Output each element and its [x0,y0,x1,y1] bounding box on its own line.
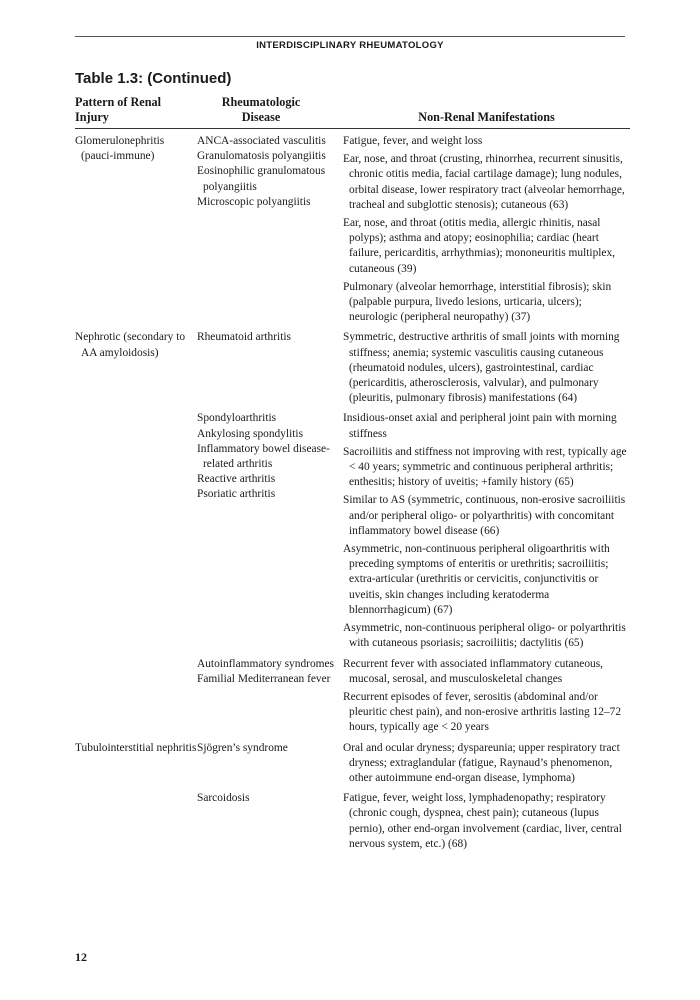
disease-cell [197,330,343,409]
table-row [75,791,630,855]
pattern-text: Nephrotic (secondary to AA amyloidosis) [75,331,186,359]
manifestations-text: Recurrent fever with associated inflammatory cutaneous, mucosal, serosal, and musculoskeletal changes [343,657,603,685]
disease-text: Familial Mediterranean fever [197,672,331,685]
pattern-text: Tubulointerstitial nephritis [75,741,197,754]
manifestations-text: Fatigue, fever, weight loss, lymphadenopathy; respiratory (chronic cough, dyspnea, chest pain); cutaneous (lupus pernio), other end-organ involvement (cardiac, liver, central nervous system, etc.) (68) [343,792,622,850]
table-header [75,95,630,125]
page-number: 12 [75,950,87,964]
disease-text: Rheumatoid arthritis [197,331,291,344]
table-row [75,741,630,790]
disease-text: Ankylosing spondylitis [197,427,304,440]
header-manifestations: Non-Renal Manifestations [418,110,555,124]
disease-cell [197,411,343,654]
manifestations-cell [343,791,630,855]
manifestations-cell [343,330,630,409]
disease-text: Inflammatory bowel disease-related arthritis [197,442,330,471]
manifestations-text: Asymmetric, non-continuous peripheral oligoarthritis with preceding symptoms of enteritis or urethritis; sacroiliitis; extra-articular (urethritis or cervicitis, conjunctivitis or uveitis, skin changes including keratoderma blennorrhagicum) (67) [343,543,610,616]
table-body [75,134,630,855]
pattern-cell [75,134,197,328]
table-row [75,657,630,739]
table-row [75,411,630,654]
table-title: Table 1.3: (Continued) [75,70,232,87]
pattern-cell [75,741,197,790]
pattern-cell [75,411,197,654]
manifestations-text: Ear, nose, and throat (otitis media, allergic rhinitis, nasal polyps); asthma and atopy; eosinophilia; cardiac (heart failure, pericarditis, arrhythmias); mononeuritis multiplex, cutaneous (39) [343,217,616,275]
manifestations-text: Similar to AS (symmetric, continuous, non-erosive sacroiliitis and/or peripheral oligo- or polyarthritis) with concomitant inflammatory bowel disease (66) [343,494,626,537]
pattern-cell [75,330,197,409]
disease-text: Sarcoidosis [197,792,250,805]
manifestations-text: Oral and ocular dryness; dyspareunia; upper respiratory tract dryness; extraglandular (fatigue, Raynaud’s phenomenon, other autoimmune end-organ disease, lymphoma) [343,741,620,784]
disease-text: Microscopic polyangiitis [197,195,311,208]
disease-text: ANCA-associated vasculitis [197,135,326,147]
disease-text: Reactive arthritis [197,473,276,486]
manifestations-text: Sacroiliitis and stiffness not improving with rest, typically age < 40 years; symmetric and continuous peripheral arthritis; enthesitis; history of uveitis; +family history (65) [343,445,627,489]
manifestations-cell [343,134,630,328]
manifestations-text: Pulmonary (alveolar hemorrhage, interstitial fibrosis); skin (palpable purpura, livedo lesions, urticaria, ulcers); neurologic (peripheral neuropathy) (37) [343,280,612,324]
header-pattern: Pattern of Renal Injury [75,95,161,124]
pattern-text: Glomerulonephritis (pauci-immune) [75,135,165,163]
disease-cell [197,741,343,790]
disease-text: Autoinflammatory syndromes [197,657,334,670]
manifestations-text: Symmetric, destructive arthritis of small joints with morning stiffness; anemia; systemic vasculitis causing cutaneous (rheumatoid nodules, ulcers), gastrointestinal, cardiac (pericarditis, atherosclerosis, valvular), and pulmonary (pleuritis, pulmonary fibrosis) manifestations (64) [343,331,620,405]
manifestations-text: Fatigue, fever, and weight loss [343,135,483,147]
manifestations-cell [343,741,630,790]
header-rule [75,128,630,129]
manifestations-text: Insidious-onset axial and peripheral joint pain with morning stiffness [343,412,617,440]
manifestations-text: Ear, nose, and throat (crusting, rhinorrhea, recurrent sinusitis, chronic otitis media, facial cartilage damage); lung nodules, orbital disease, lower respiratory tract (alveolar hemorrhage, tracheal and subglottic stenosis); cutaneous (63) [343,153,625,211]
running-head: INTERDISCIPLINARY RHEUMATOLOGY [75,36,625,51]
table-row [75,134,630,328]
disease-text: Eosinophilic granulomatous polyangiitis [197,165,326,193]
disease-text: Sjögren’s syndrome [197,741,288,754]
disease-text: Granulomatosis polyangiitis [197,150,326,163]
disease-text: Psoriatic arthritis [197,488,276,501]
disease-cell [197,657,343,739]
disease-cell [197,134,343,328]
pattern-cell [75,657,197,739]
disease-text: Spondyloarthritis [197,412,277,425]
disease-cell [197,791,343,855]
header-disease: Rheumatologic Disease [221,95,301,124]
manifestations-text: Recurrent episodes of fever, serositis (abdominal and/or pleuritic chest pain), and non-erosive arthritis lasting 12–72 hours, typically age < 20 years [343,690,622,734]
manifestations-cell [343,657,630,739]
pattern-cell [75,791,197,855]
manifestations-text: Asymmetric, non-continuous peripheral oligo- or polyarthritis with cutaneous psoriasis; sacroiliitis; dactylitis (65) [343,622,626,650]
table [75,95,630,855]
manifestations-cell [343,411,630,654]
table-row [75,330,630,409]
